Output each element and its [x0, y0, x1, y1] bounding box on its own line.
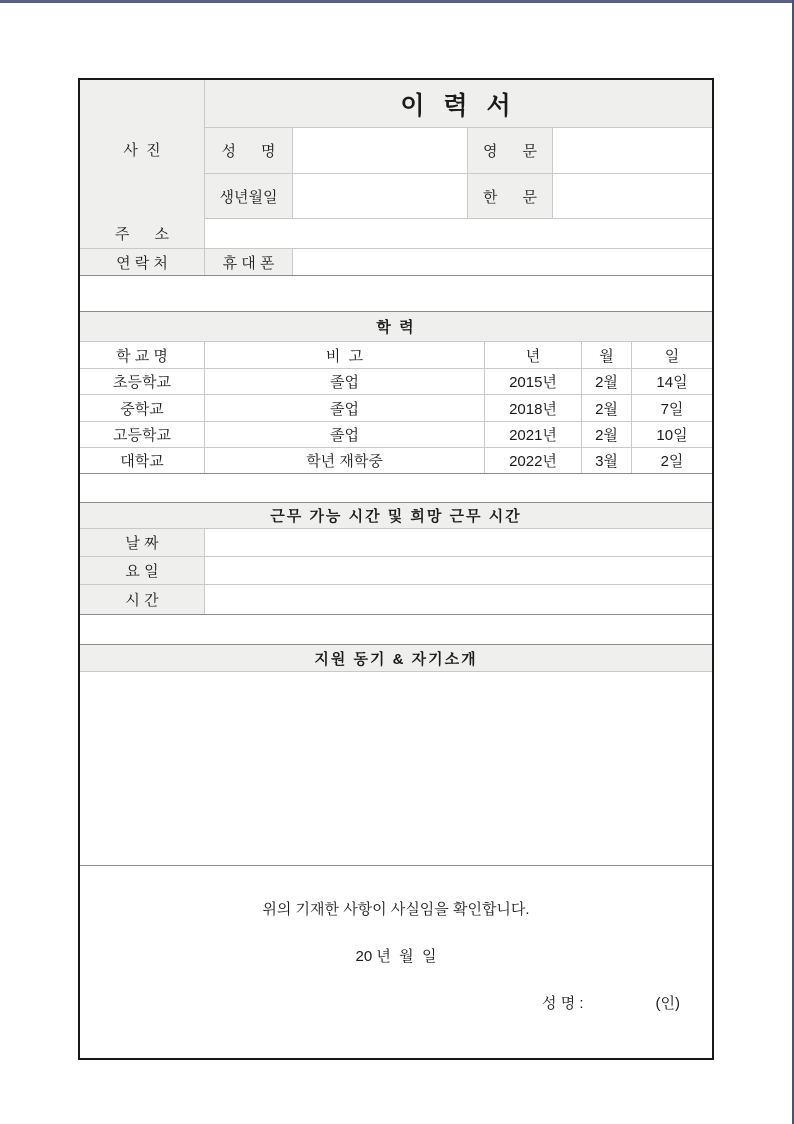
school-day: 2일: [660, 453, 684, 470]
school-year: 2022년: [485, 448, 582, 473]
date-label: 날 짜: [80, 529, 205, 556]
school-day: 10일: [656, 427, 688, 444]
spacer: [80, 276, 712, 312]
address-label: 주 소: [80, 219, 205, 248]
education-header-text: 학 력: [80, 312, 712, 341]
seal-mark: (인): [655, 995, 680, 1012]
column-year: 년: [485, 342, 582, 368]
photo-box: 사 진: [80, 80, 205, 219]
work-hours-weekday-row: [80, 557, 712, 585]
date-field: [205, 529, 712, 556]
column-note: 비 고: [205, 342, 485, 368]
work-hours-time-row: [80, 585, 712, 615]
identity-block: [80, 80, 712, 219]
school-note: 졸업: [205, 369, 485, 394]
address-row: [80, 219, 712, 249]
school-note: 학년 재학중: [205, 448, 485, 473]
page-title: 이 력 서: [205, 80, 712, 127]
school-name: 초등학교: [80, 369, 205, 394]
birthdate-label: 생년월일: [205, 174, 293, 218]
time-field: [205, 585, 712, 614]
signature-line: [80, 992, 712, 1013]
school-month: 2월: [582, 395, 632, 421]
identity-right: [205, 80, 712, 219]
education-column-header-row: [80, 342, 712, 369]
school-month: 2월: [582, 369, 632, 394]
name-row: [205, 128, 712, 174]
school-note: 졸업: [205, 422, 485, 447]
column-day: 일: [664, 347, 680, 365]
school-year: 2015년: [485, 369, 582, 394]
column-school: 학 교 명: [80, 342, 205, 368]
hanja-name-label: 한 문: [468, 174, 553, 218]
spacer: [80, 474, 712, 503]
weekday-label: 요 일: [80, 557, 205, 584]
education-row-university: [80, 448, 712, 474]
school-year: 2018년: [485, 395, 582, 421]
school-name: 중학교: [80, 395, 205, 421]
motivation-section-header: [80, 645, 712, 672]
work-hours-header-text: 근무 가능 시간 및 희망 근무 시간: [80, 503, 712, 528]
education-row-high: [80, 422, 712, 448]
english-name-label: 영 문: [468, 128, 553, 173]
mobile-field: [293, 249, 712, 275]
contact-label: 연 락 처: [80, 249, 205, 275]
work-hours-date-row: [80, 529, 712, 557]
page-top-border: [0, 0, 794, 3]
school-name: 고등학교: [80, 422, 205, 447]
hanja-name-field: [553, 174, 712, 218]
mobile-label: 휴 대 폰: [205, 249, 293, 275]
name-field: [293, 128, 468, 173]
school-day: 14일: [656, 374, 688, 391]
column-month: 월: [582, 342, 632, 368]
school-month: 2월: [582, 422, 632, 447]
weekday-field: [205, 557, 712, 584]
signature-block: [80, 866, 712, 1058]
motivation-body: [80, 672, 712, 866]
time-label: 시 간: [80, 585, 205, 614]
signature-name-label: 성 명 :: [542, 995, 584, 1012]
education-row-elementary: [80, 369, 712, 395]
english-name-field: [553, 128, 712, 173]
address-field: [205, 219, 712, 248]
birthdate-field: [293, 174, 468, 218]
date-line: 20 년 월 일: [355, 948, 437, 965]
education-section-header: [80, 312, 712, 342]
work-hours-section-header: [80, 503, 712, 529]
birth-row: [205, 174, 712, 219]
contact-row: [80, 249, 712, 276]
title-row: [205, 80, 712, 128]
school-note: 졸업: [205, 395, 485, 421]
education-row-middle: [80, 395, 712, 422]
school-day: 7일: [660, 400, 684, 418]
school-month: 3월: [582, 448, 632, 473]
school-name: 대학교: [80, 448, 205, 473]
confirmation-text: 위의 기재한 사항이 사실임을 확인합니다.: [262, 901, 530, 918]
spacer: [80, 615, 712, 645]
school-year: 2021년: [485, 422, 582, 447]
motivation-header-text: 지원 동기 & 자기소개: [80, 645, 712, 671]
resume-form: [78, 78, 714, 1060]
name-label: 성 명: [205, 128, 293, 173]
